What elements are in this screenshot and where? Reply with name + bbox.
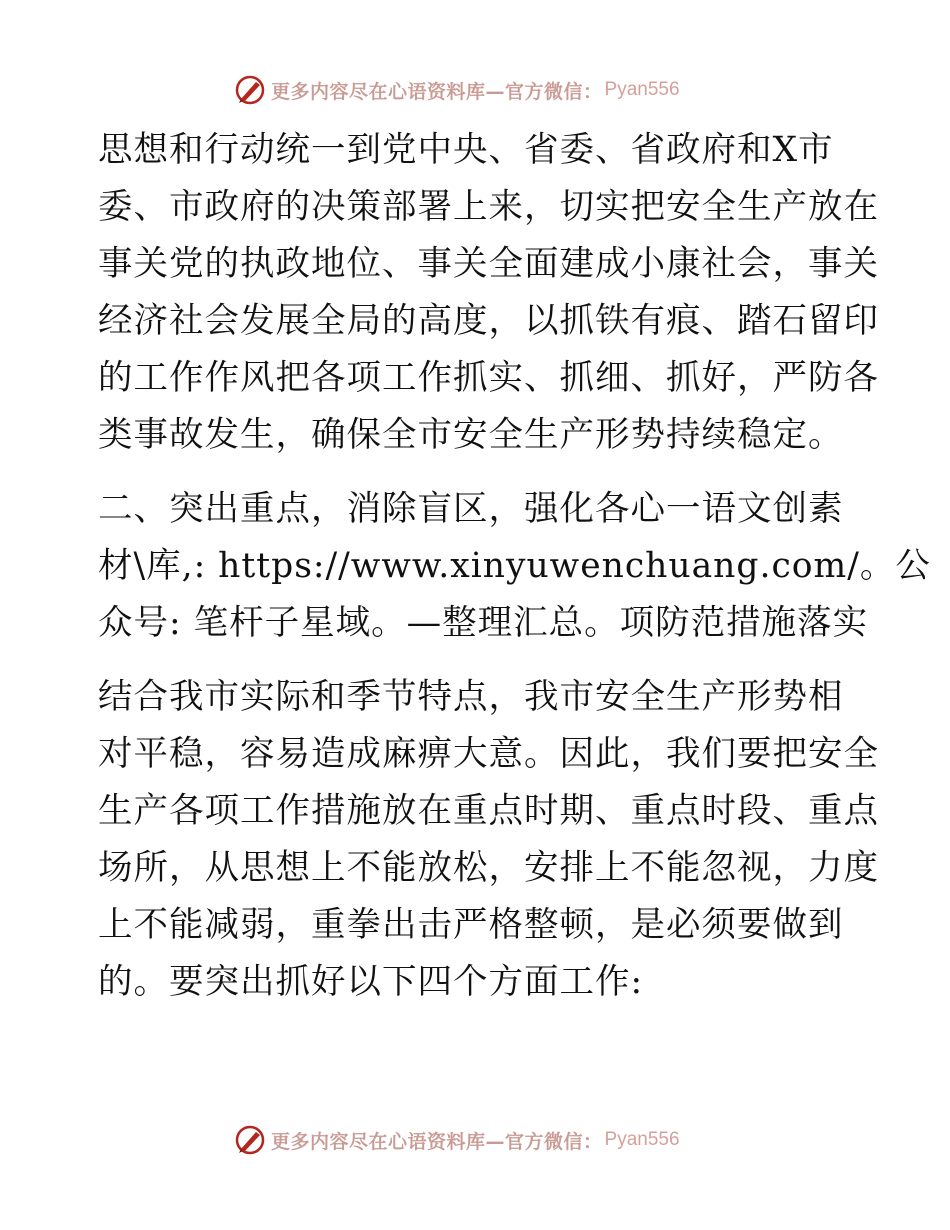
body-line: 的工作作风把各项工作抓实、抓细、抓好，严防各 <box>98 358 879 398</box>
watermark-wechat-id: Pyan556 <box>604 1129 680 1150</box>
pen-circle-logo-icon <box>233 73 267 107</box>
watermark-text: 更多内容尽在心语资料库—官方微信： <box>271 1130 603 1153</box>
body-line: 思想和行动统一到党中央、省委、省政府和X市 <box>98 130 834 170</box>
body-line: 经济社会发展全局的高度，以抓铁有痕、踏石留印 <box>98 301 879 341</box>
watermark-wechat-id: Pyan556 <box>604 79 680 100</box>
document-body <box>98 122 931 1011</box>
body-line: 事关党的执政地位、事关全面建成小康社会，事关 <box>98 244 879 284</box>
body-line: 生产各项工作措施放在重点时期、重点时段、重点 <box>98 791 879 831</box>
body-line: 对平稳，容易造成麻痹大意。因此，我们要把安全 <box>98 734 879 774</box>
section-heading-line: 众号: 笔杆子星域。—整理汇总。项防范措施落实 <box>98 603 869 643</box>
body-line: 结合我市实际和季节特点，我市安全生产形势相 <box>98 677 844 717</box>
pen-circle-logo-icon <box>233 1123 267 1157</box>
body-line: 委、市政府的决策部署上来，切实把安全生产放在 <box>98 187 879 227</box>
section-heading-line: 二、突出重点，消除盲区，强化各心一语文创素 <box>98 489 844 529</box>
watermark-text: 更多内容尽在心语资料库—官方微信： <box>271 80 603 103</box>
body-line: 的。要突出抓好以下四个方面工作: <box>98 962 644 1002</box>
header-watermark <box>233 72 713 108</box>
body-line: 上不能减弱，重拳出击严格整顿，是必须要做到 <box>98 905 844 945</box>
footer-watermark <box>233 1122 713 1158</box>
body-line: 场所，从思想上不能放松，安排上不能忽视，力度 <box>98 848 879 888</box>
section-heading-line: 材\库,: https://www.xinyuwenchuang.com/。公 <box>98 546 931 586</box>
body-line: 类事故发生，确保全市安全生产形势持续稳定。 <box>98 415 844 455</box>
